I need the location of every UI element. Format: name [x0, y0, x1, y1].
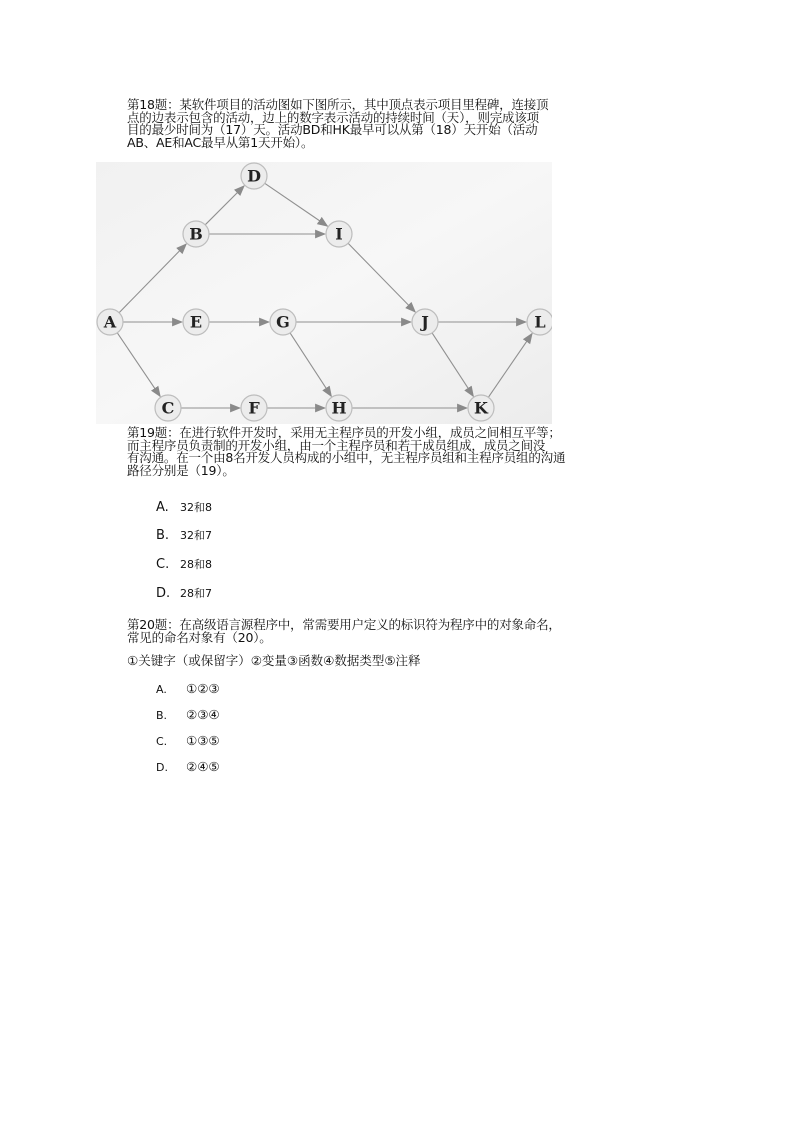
node-k — [468, 395, 494, 421]
option-text: 32和8 — [180, 501, 212, 514]
option-text: ①②③ — [186, 681, 220, 696]
node-label: I — [335, 224, 343, 244]
node-e — [183, 309, 209, 335]
question-20-text — [127, 619, 627, 644]
q19-line: 有沟通。在一个由8名开发人员构成的小组中，无主程序员组和主程序员组的沟通 — [127, 450, 566, 465]
node-h — [326, 395, 352, 421]
q20-option-a[interactable] — [156, 681, 220, 696]
node-label: E — [189, 312, 203, 332]
option-letter: D. — [156, 761, 168, 774]
node-c — [155, 395, 181, 421]
q20-option-b[interactable] — [156, 707, 220, 722]
option-letter: B. — [156, 528, 170, 543]
node-label: F — [248, 398, 260, 418]
option-letter: B. — [156, 709, 168, 722]
node-label: G — [276, 312, 290, 332]
node-label: K — [474, 398, 488, 418]
q19-option-c[interactable] — [156, 556, 212, 572]
node-f — [241, 395, 267, 421]
option-text: ②④⑤ — [186, 759, 220, 774]
node-a — [97, 309, 123, 335]
node-g — [270, 309, 296, 335]
q20-option-c[interactable] — [156, 733, 220, 748]
node-label: D — [247, 166, 261, 186]
option-text: ②③④ — [186, 707, 220, 722]
q19-option-d[interactable] — [156, 585, 212, 601]
q18-line: 第18题：某软件项目的活动图如下图所示，其中顶点表示项目里程碑，连接顶 — [127, 97, 549, 112]
option-letter: A. — [156, 500, 169, 515]
question-18-text — [127, 99, 627, 149]
activity-graph — [96, 162, 552, 424]
q19-line: 而主程序员负责制的开发小组，由一个主程序员和若干成员组成，成员之间没 — [127, 437, 546, 453]
option-text: 28和8 — [180, 558, 212, 571]
option-letter: A. — [156, 683, 167, 696]
q20-candidates: ①关键字（或保留字）②变量③函数④数据类型⑤注释 — [127, 653, 421, 668]
node-label: C — [161, 398, 175, 418]
q19-line: 路径分别是（19）。 — [127, 462, 235, 478]
option-text: ①③⑤ — [186, 733, 220, 748]
q20-line: 第20题：在高级语言源程序中，常需要用户定义的标识符为程序中的对象命名， — [127, 617, 561, 632]
option-letter: C. — [156, 557, 170, 572]
option-letter: C. — [156, 735, 168, 748]
node-j — [412, 309, 438, 335]
q20-option-d[interactable] — [156, 759, 220, 774]
node-b — [183, 221, 209, 247]
node-label: J — [421, 312, 429, 332]
option-text: 28和7 — [180, 587, 212, 600]
q18-line: AB、AE和AC最早从第1天开始）。 — [127, 134, 314, 150]
node-d — [241, 163, 267, 189]
node-label: L — [534, 312, 546, 332]
question-19-text — [127, 427, 627, 477]
option-letter: D. — [156, 586, 171, 601]
q18-line: 目的最少时间为（17）天。活动BD和HK最早可以从第（18）天开始（活动 — [127, 122, 538, 137]
option-text: 32和7 — [180, 529, 212, 542]
q18-line: 点的边表示包含的活动，边上的数字表示活动的持续时间（天），则完成该项 — [127, 109, 539, 125]
q19-line: 第19题：在进行软件开发时，采用无主程序员的开发小组，成员之间相互平等； — [127, 425, 561, 440]
node-label: H — [331, 398, 347, 418]
q20-line: 常见的命名对象有（20）。 — [127, 629, 272, 645]
node-label: A — [103, 312, 117, 332]
activity-graph-figure — [96, 162, 552, 424]
node-i — [326, 221, 352, 247]
q19-option-a[interactable] — [156, 499, 212, 515]
node-label: B — [189, 224, 203, 244]
node-l — [527, 309, 552, 335]
q19-option-b[interactable] — [156, 527, 212, 543]
